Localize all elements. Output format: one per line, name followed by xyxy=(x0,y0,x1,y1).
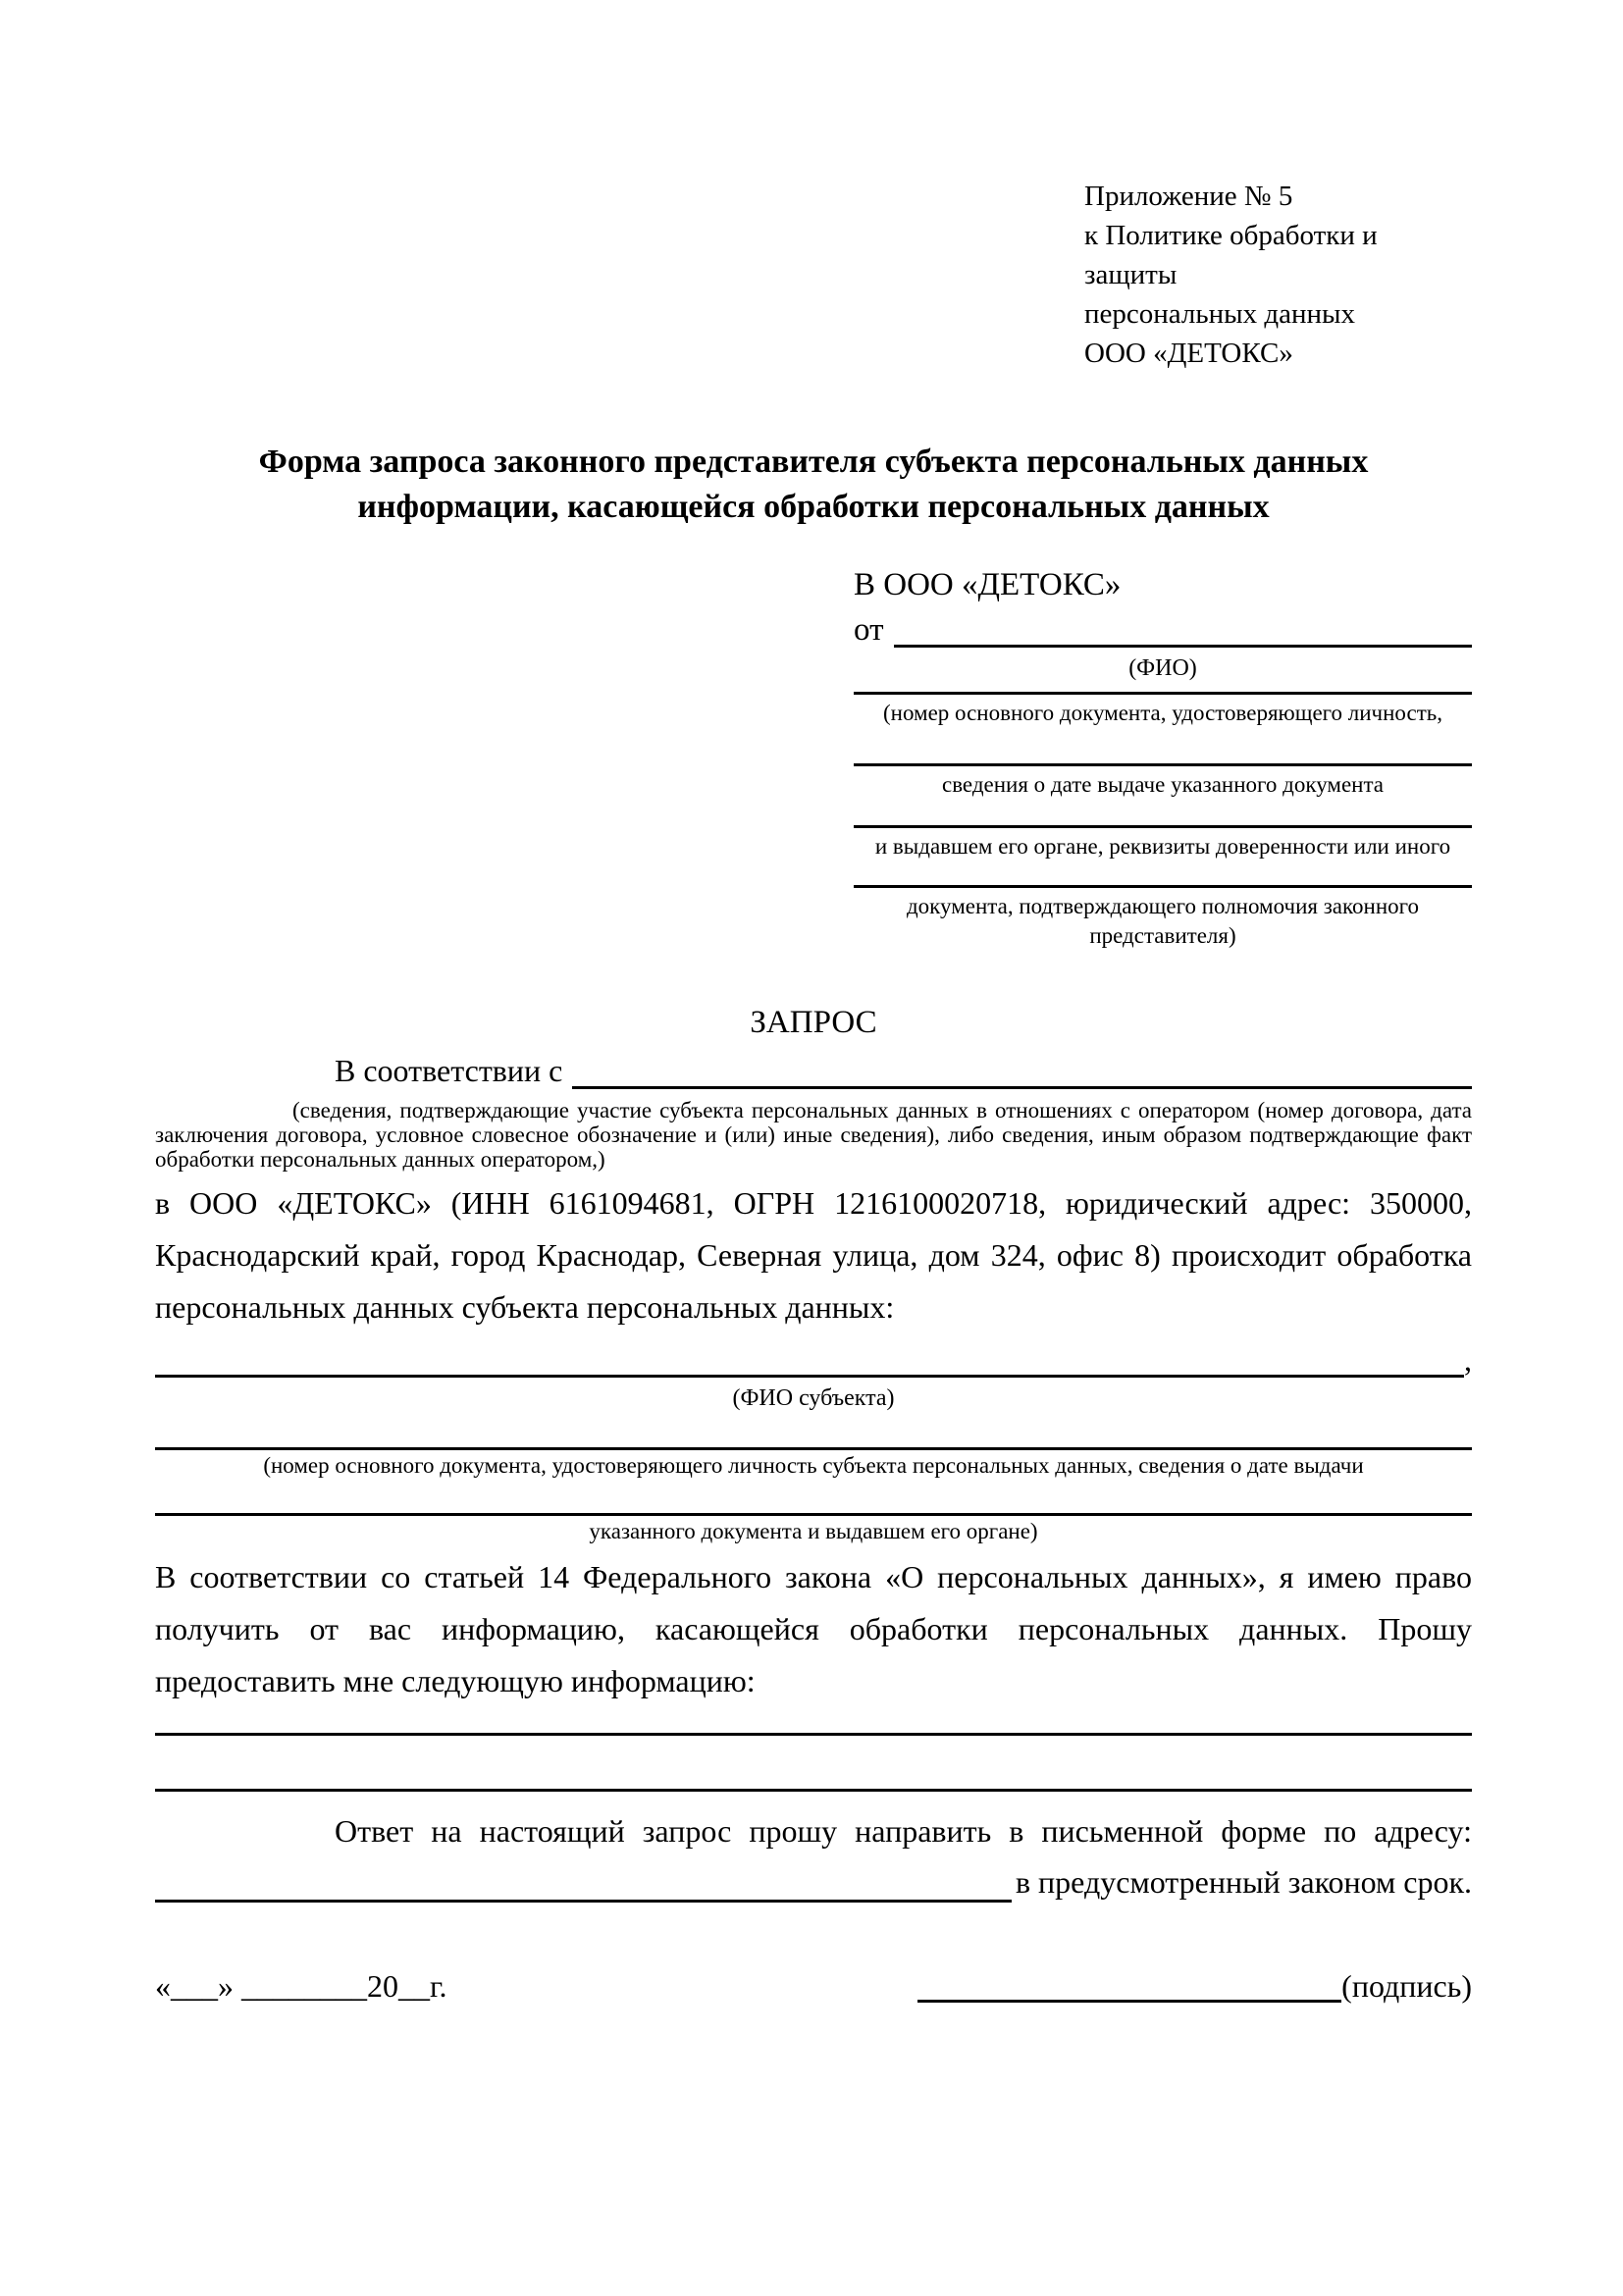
representative-doc-field xyxy=(854,763,1472,800)
law-paragraph: В соответствии со статьей 14 Федерального закона «О персональных данных», я имею право получить от вас информацию, касающейся обработки персональных данных. Прошу предоставить мне следующую информацию: xyxy=(155,1559,1472,1698)
addressee-block xyxy=(854,562,1472,951)
basis-blank-line xyxy=(572,1086,1472,1089)
field-caption: (номер основного документа, удостоверяющего личность, xyxy=(882,701,1442,725)
fio-caption: (ФИО) xyxy=(1128,655,1197,681)
footer-row xyxy=(155,1964,1472,2008)
subject-doc-caption: (номер основного документа, удостоверяющего личность субъекта персональных данных, сведения о дате выдачи xyxy=(263,1453,1364,1478)
basis-label: В соответствии с xyxy=(335,1053,563,1088)
answer-address-row xyxy=(155,1856,1472,1907)
request-heading: ЗАПРОС xyxy=(750,1005,877,1040)
subject-fio-blank-line xyxy=(155,1375,1464,1378)
from-row xyxy=(854,607,1472,652)
representative-doc-field xyxy=(854,692,1472,728)
from-label: от xyxy=(854,612,884,648)
answer-paragraph: Ответ на настоящий запрос прошу направить в письменной форме по адресу: xyxy=(335,1813,1472,1849)
addressee-to: В ООО «ДЕТОКС» xyxy=(854,567,1122,602)
appendix-note xyxy=(1084,177,1472,373)
field-caption: документа, подтверждающего полномочия законного представителя) xyxy=(906,894,1419,948)
basis-caption: (сведения, подтверждающие участие субъекта персональных данных в отношениях с оператором (номер договора, дата заключения договора, условное словесное обозначение и (или) иные сведения), либо сведения, иным образом подтверждающие факт обработки персональных данных оператором,) xyxy=(155,1098,1472,1172)
signature-blank-line xyxy=(917,2000,1341,2003)
trailing-comma: , xyxy=(1464,1342,1472,1378)
basis-row xyxy=(155,1047,1472,1094)
subject-fio-caption: (ФИО субъекта) xyxy=(732,1385,895,1411)
form-title-line: информации, касающейся обработки персональных данных xyxy=(357,489,1270,525)
representative-doc-field xyxy=(854,825,1472,861)
appendix-note-line: ООО «ДЕТОКС» xyxy=(1084,338,1293,369)
subject-fio-row xyxy=(155,1337,1472,1383)
operator-paragraph: в ООО «ДЕТОКС» (ИНН 6161094681, ОГРН 1216100020718, юридический адрес: 350000, Краснодарский край, город Краснодар, Северная улица, дом 324, офис 8) происходит обработка персональных данных субъекта персональных данных: xyxy=(155,1185,1472,1325)
requested-info-blank-line-1 xyxy=(155,1733,1472,1736)
subject-doc-caption-2: указанного документа и выдавшем его органе) xyxy=(589,1519,1038,1543)
appendix-note-line: персональных данных xyxy=(1084,298,1356,330)
representative-fio-blank-line xyxy=(894,645,1473,648)
form-title-line: Форма запроса законного представителя субъекта персональных данных xyxy=(258,444,1369,480)
signature-block xyxy=(917,1964,1472,2008)
signature-caption: (подпись) xyxy=(1341,1968,1472,2004)
representative-doc-field xyxy=(854,885,1472,951)
field-caption: и выдавшем его органе, реквизиты доверенности или иного xyxy=(874,834,1451,859)
requested-info-blank-line-2 xyxy=(155,1789,1472,1792)
appendix-note-line: к Политике обработки и защиты xyxy=(1084,220,1378,290)
appendix-note-line: Приложение № 5 xyxy=(1084,181,1293,212)
form-title xyxy=(155,440,1472,530)
date-blank: «___» ________20__г. xyxy=(155,1968,447,2004)
address-blank-line xyxy=(155,1900,1012,1903)
field-caption: сведения о дате выдаче указанного документа xyxy=(941,772,1385,797)
answer-tail-text: в предусмотренный законом срок. xyxy=(1015,1864,1472,1900)
